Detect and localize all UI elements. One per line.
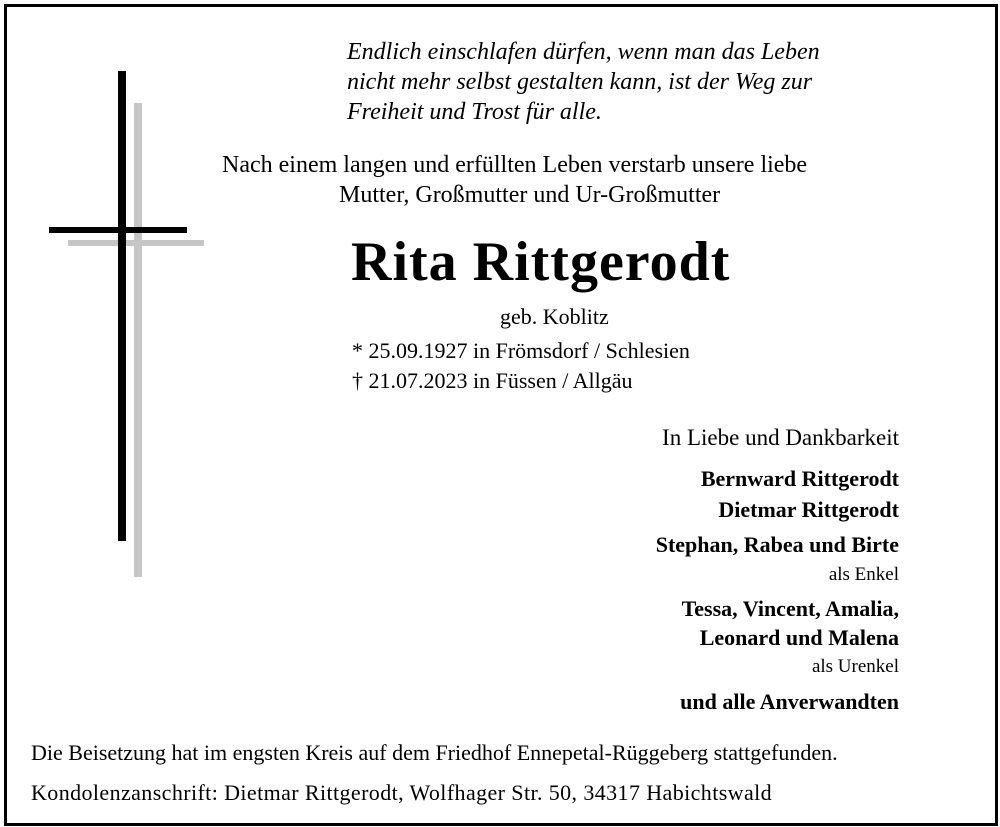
intro-line-2: Mutter, Großmutter und Ur-Großmutter bbox=[339, 182, 721, 208]
family-great-grandchildren-2: Leonard und Malena bbox=[699, 625, 899, 650]
cross-vertical bbox=[118, 71, 126, 541]
great-grandchildren-label: als Urenkel bbox=[811, 656, 899, 677]
quote-line-1: Endlich einschlafen dürfen, wenn man das Leben bbox=[347, 39, 820, 65]
grandchildren-label: als Enkel bbox=[828, 564, 899, 585]
family-relatives: und alle Anverwandten bbox=[680, 689, 899, 714]
condolence-address: Kondolenzanschrift: Dietmar Rittgerodt, Wolfhager Str. 50, 34317 Habichtswald bbox=[31, 780, 773, 805]
intro-line-1: Nach einem langen und erfüllten Leben verstarb unsere liebe bbox=[222, 152, 808, 178]
burial-notice: Die Beisetzung hat im engsten Kreis auf dem Friedhof Ennepetal-Rüggeberg stattgefunden. bbox=[31, 740, 838, 765]
maiden-name: geb. Koblitz bbox=[500, 304, 609, 329]
birth-date: * 25.09.1927 in Frömsdorf / Schlesien bbox=[352, 338, 690, 363]
family-great-grandchildren-1: Tessa, Vincent, Amalia, bbox=[681, 596, 899, 621]
quote-line-3: Freiheit und Trost für alle. bbox=[347, 99, 602, 125]
cross-shadow-horizontal bbox=[68, 240, 204, 246]
cross-shadow-vertical bbox=[134, 103, 142, 577]
family-son-1: Bernward Rittgerodt bbox=[700, 466, 899, 491]
deceased-name: Rita Rittgerodt bbox=[351, 231, 731, 293]
death-date: † 21.07.2023 in Füssen / Allgäu bbox=[352, 368, 633, 393]
family-grandchildren: Stephan, Rabea und Birte bbox=[655, 532, 899, 557]
family-greeting: In Liebe und Dankbarkeit bbox=[662, 425, 899, 450]
memorial-quote bbox=[347, 37, 907, 127]
cross-horizontal bbox=[49, 227, 187, 233]
family-son-2: Dietmar Rittgerodt bbox=[718, 497, 899, 522]
quote-line-2: nicht mehr selbst gestalten kann, ist der Weg zur bbox=[347, 69, 813, 95]
obituary-notice bbox=[4, 4, 998, 826]
